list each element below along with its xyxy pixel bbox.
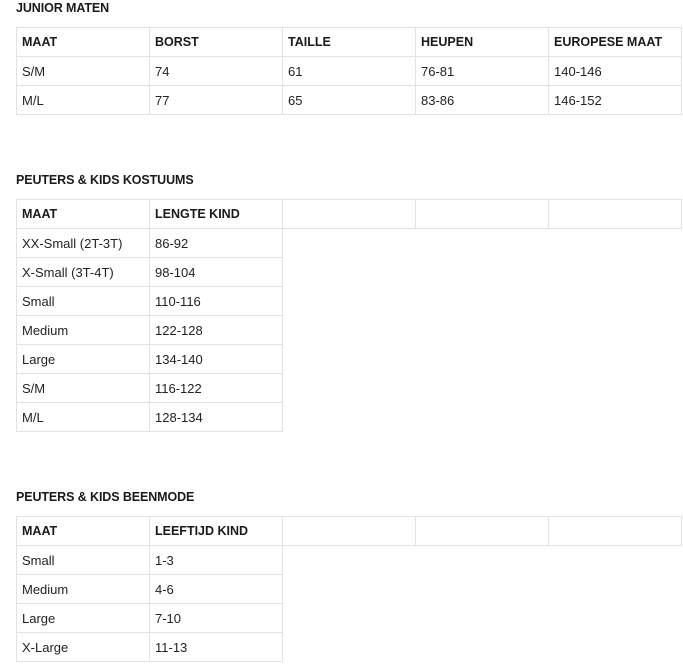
table-row xyxy=(17,258,682,287)
table-cell: 7-10 xyxy=(150,604,283,633)
table-cell: 76-81 xyxy=(416,57,549,86)
table-cell: 83-86 xyxy=(416,86,549,115)
empty-space xyxy=(283,575,682,604)
table-cell: M/L xyxy=(17,403,150,432)
empty-cell xyxy=(283,200,416,229)
column-header: LEEFTIJD KIND xyxy=(150,517,283,546)
column-header: TAILLE xyxy=(283,28,416,57)
empty-cell xyxy=(416,200,549,229)
table-cell: 61 xyxy=(283,57,416,86)
section-title-kostuums: PEUTERS & KIDS KOSTUUMS xyxy=(16,173,194,187)
table-row xyxy=(17,374,682,403)
table-header-row xyxy=(17,200,682,229)
table-cell: 74 xyxy=(150,57,283,86)
table-row xyxy=(17,86,682,115)
table-cell: Medium xyxy=(17,316,150,345)
table-cell: 140-146 xyxy=(549,57,682,86)
table-header-row xyxy=(17,517,682,546)
table-cell: XX-Small (2T-3T) xyxy=(17,229,150,258)
table-row xyxy=(17,604,682,633)
section-title-junior-maten: JUNIOR MATEN xyxy=(16,1,110,15)
table-cell: 11-13 xyxy=(150,633,283,662)
table-row xyxy=(17,345,682,374)
table-cell: X-Large xyxy=(17,633,150,662)
table-cell: Large xyxy=(17,345,150,374)
empty-space xyxy=(283,604,682,633)
table-cell: X-Small (3T-4T) xyxy=(17,258,150,287)
table-row xyxy=(17,229,682,258)
table-cell: 146-152 xyxy=(549,86,682,115)
empty-space xyxy=(283,316,682,345)
empty-space xyxy=(283,633,682,662)
table-cell: 4-6 xyxy=(150,575,283,604)
beenmode-table xyxy=(16,516,682,662)
table-row xyxy=(17,57,682,86)
empty-space xyxy=(283,546,682,575)
empty-space xyxy=(283,345,682,374)
table-cell: 134-140 xyxy=(150,345,283,374)
table-row xyxy=(17,546,682,575)
table-cell: 110-116 xyxy=(150,287,283,316)
column-header: MAAT xyxy=(17,200,150,229)
table-cell: 122-128 xyxy=(150,316,283,345)
column-header: BORST xyxy=(150,28,283,57)
table-cell: 77 xyxy=(150,86,283,115)
table-cell: 98-104 xyxy=(150,258,283,287)
table-row xyxy=(17,403,682,432)
empty-space xyxy=(283,374,682,403)
column-header: MAAT xyxy=(17,28,150,57)
table-cell: M/L xyxy=(17,86,150,115)
empty-cell xyxy=(416,517,549,546)
table-row xyxy=(17,316,682,345)
kostuums-table xyxy=(16,199,682,432)
table-row xyxy=(17,575,682,604)
table-cell: 86-92 xyxy=(150,229,283,258)
table-cell: 128-134 xyxy=(150,403,283,432)
empty-space xyxy=(283,229,682,258)
table-cell: Medium xyxy=(17,575,150,604)
column-header: HEUPEN xyxy=(416,28,549,57)
section-title-beenmode: PEUTERS & KIDS BEENMODE xyxy=(16,490,195,504)
table-row xyxy=(17,633,682,662)
empty-cell xyxy=(549,200,682,229)
empty-cell xyxy=(283,517,416,546)
empty-space xyxy=(283,403,682,432)
table-row xyxy=(17,287,682,316)
column-header: MAAT xyxy=(17,517,150,546)
table-cell: Small xyxy=(17,287,150,316)
junior-maten-table xyxy=(16,27,682,115)
table-header-row xyxy=(17,28,682,57)
table-cell: S/M xyxy=(17,374,150,403)
empty-cell xyxy=(549,517,682,546)
table-cell: 1-3 xyxy=(150,546,283,575)
table-cell: S/M xyxy=(17,57,150,86)
column-header: LENGTE KIND xyxy=(150,200,283,229)
table-cell: 65 xyxy=(283,86,416,115)
table-cell: Small xyxy=(17,546,150,575)
table-cell: Large xyxy=(17,604,150,633)
column-header: EUROPESE MAAT xyxy=(549,28,682,57)
table-cell: 116-122 xyxy=(150,374,283,403)
empty-space xyxy=(283,258,682,287)
empty-space xyxy=(283,287,682,316)
